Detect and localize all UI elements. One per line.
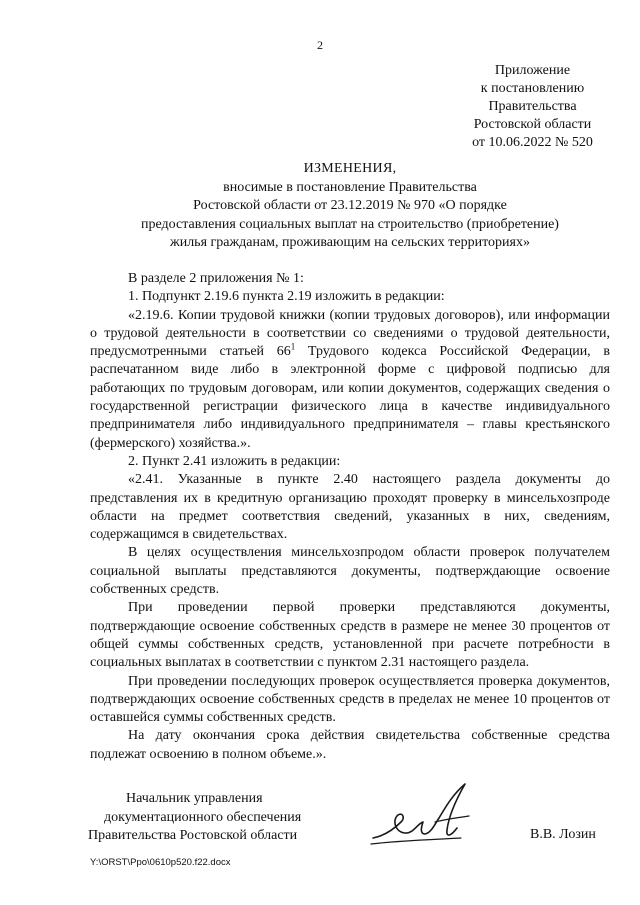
- position-line: Начальник управления: [126, 791, 263, 806]
- body-paragraph: 1. Подпункт 2.19.6 пункта 2.19 изложить в редакции:: [128, 289, 445, 305]
- body-paragraph: При проведении первой проверки представляются документы, подтверждающие освоение собственных средств в размере не менее 30 процентов от общей суммы собственных средств, установленной при расчете потребности в социальных выплатах в соответствии с пунктом 2.31 настоящего раздела.: [90, 600, 610, 671]
- body-paragraph: В разделе 2 приложения № 1:: [128, 271, 304, 286]
- appendix-line: к постановлению: [480, 81, 585, 96]
- handwritten-signature: [365, 778, 495, 854]
- body-paragraph: При проведении последующих проверок осуществляется проверка документов, подтверждающих освоение собственных средств в пределах не менее 10 процентов от оставшейся суммы собственных средств.: [90, 673, 610, 726]
- signer-name: В.В. Лозин: [530, 827, 596, 842]
- heading-subtitle-line: предоставления социальных выплат на строительство (приобретение): [141, 216, 559, 232]
- heading-subtitle-line: вносимые в постановление Правительства: [223, 179, 477, 195]
- appendix-line: от 10.06.2022 № 520: [472, 135, 593, 150]
- heading-title: ИЗМЕНЕНИЯ,: [303, 161, 397, 176]
- body-paragraph: «2.41. Указанные в пункте 2.40 настоящего раздела документы до представления их в кредитную организацию проходят проверку в минсельхозпроде области на предмет соответствия сведений, указанных в них, сведениям, содержащимся в свидетельствах.: [90, 472, 610, 543]
- body-paragraph-2-19-6: [90, 307, 610, 453]
- position-line: документационного обеспечения: [104, 809, 302, 825]
- heading-subtitle-line: жилья гражданам, проживающим на сельских территориях»: [170, 235, 530, 250]
- appendix-line: Приложение: [494, 63, 571, 78]
- document-body: [90, 270, 610, 764]
- page-number: 2: [317, 38, 323, 52]
- appendix-line: Ростовской области: [473, 117, 592, 132]
- document-heading: [90, 160, 610, 253]
- superscript: 1: [290, 341, 296, 352]
- body-paragraph: 2. Пункт 2.41 изложить в редакции:: [128, 453, 341, 469]
- paragraph-text: Трудового кодекса Российской Федерации, в распечатанном виде либо в электронной форме с цифровой подписью для работающих по трудовым договорам, или копии документов, содержащих сведения о государственной регистрации физического лица в качестве индивидуального предпринимателя либо индивидуального предпринимателя – главы крестьянского (фермерского) хозяйства.».: [90, 344, 610, 451]
- position-line: Правительства Ростовской области: [88, 828, 298, 843]
- body-paragraph: На дату окончания срока действия свидетельства собственные средства подлежат освоению в полном объеме.».: [90, 728, 610, 762]
- appendix-line: Правительства: [488, 99, 577, 114]
- file-path: Y:\ORST\Ppo\0610p520.f22.docx: [90, 857, 231, 868]
- signatory-position: [88, 790, 301, 846]
- appendix-block: [440, 62, 625, 152]
- paragraph-text: «2.19.6. Копии трудовой книжки (копии трудовых договоров), или информации о трудовой деятельности в соответствии со сведениями о трудовой деятельности, предусмотренными статьей 66: [90, 307, 610, 360]
- body-paragraph: В целях осуществления минсельхозпродом области проверок получателем социальной выплаты представляются документы, подтверждающие освоение собственных средств.: [90, 545, 610, 598]
- heading-subtitle-line: Ростовской области от 23.12.2019 № 970 «О порядке: [193, 198, 507, 213]
